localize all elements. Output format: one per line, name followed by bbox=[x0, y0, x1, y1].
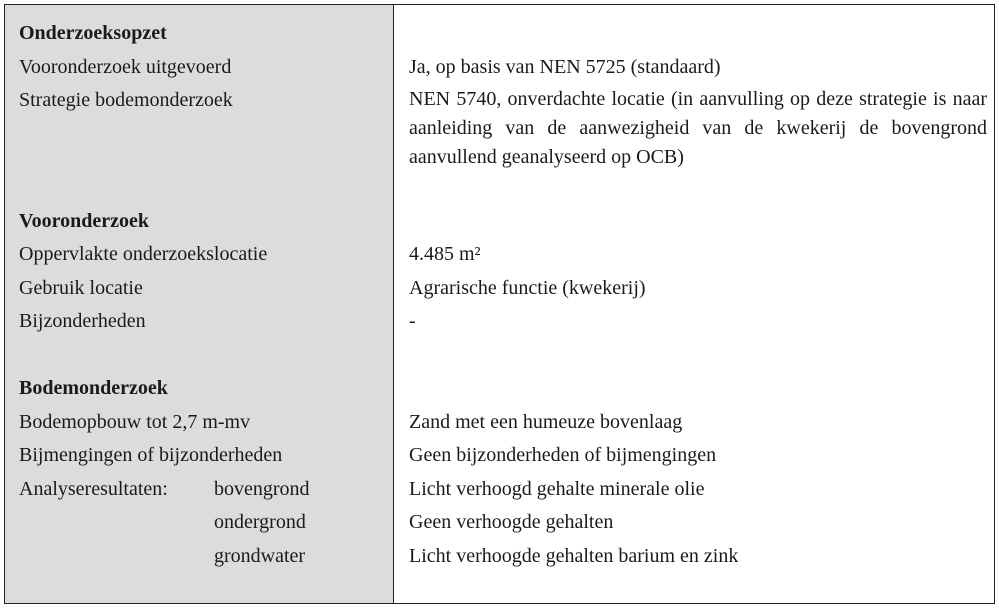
row-value: Agrarische functie (kwekerij) bbox=[409, 277, 646, 299]
label-column bbox=[5, 5, 394, 603]
section-heading-bodemonderzoek: Bodemonderzoek bbox=[19, 377, 168, 399]
row-value: Ja, op basis van NEN 5725 (standaard) bbox=[409, 56, 721, 78]
analysis-value: Licht verhoogde gehalten barium en zink bbox=[409, 545, 739, 567]
row-value: 4.485 m² bbox=[409, 243, 481, 265]
analysis-value: Geen verhoogde gehalten bbox=[409, 511, 614, 533]
row-label: Bijmengingen of bijzonderheden bbox=[19, 444, 283, 466]
analysis-label: Analyseresultaten: bbox=[19, 478, 168, 500]
analysis-sublabel: bovengrond bbox=[214, 478, 310, 500]
row-label: Vooronderzoek uitgevoerd bbox=[19, 56, 232, 78]
row-value: Geen bijzonderheden of bijmengingen bbox=[409, 444, 717, 466]
value-column bbox=[394, 5, 994, 603]
row-label: Gebruik locatie bbox=[19, 277, 143, 299]
analysis-value: Licht verhoogd gehalte minerale olie bbox=[409, 478, 705, 500]
row-label: Oppervlakte onderzoekslocatie bbox=[19, 243, 268, 265]
row-value-paragraph: NEN 5740, onverdachte locatie (in aanvulling op deze strategie is naar aanleiding van de aanwezigheid van de kwekerij de bovengrond aanvullend geanalyseerd op OCB) bbox=[409, 88, 987, 168]
row-value: Zand met een humeuze bovenlaag bbox=[409, 411, 683, 433]
analysis-sublabel: ondergrond bbox=[214, 511, 306, 533]
row-label: Bodemopbouw tot 2,7 m-mv bbox=[19, 411, 251, 433]
row-value: - bbox=[409, 310, 416, 332]
row-label: Bijzonderheden bbox=[19, 310, 146, 332]
analysis-sublabel: grondwater bbox=[214, 545, 306, 567]
section-heading-onderzoeksopzet: Onderzoeksopzet bbox=[19, 22, 167, 44]
section-heading-vooronderzoek: Vooronderzoek bbox=[19, 210, 149, 232]
row-label: Strategie bodemonderzoek bbox=[19, 89, 233, 111]
summary-table bbox=[4, 4, 995, 604]
